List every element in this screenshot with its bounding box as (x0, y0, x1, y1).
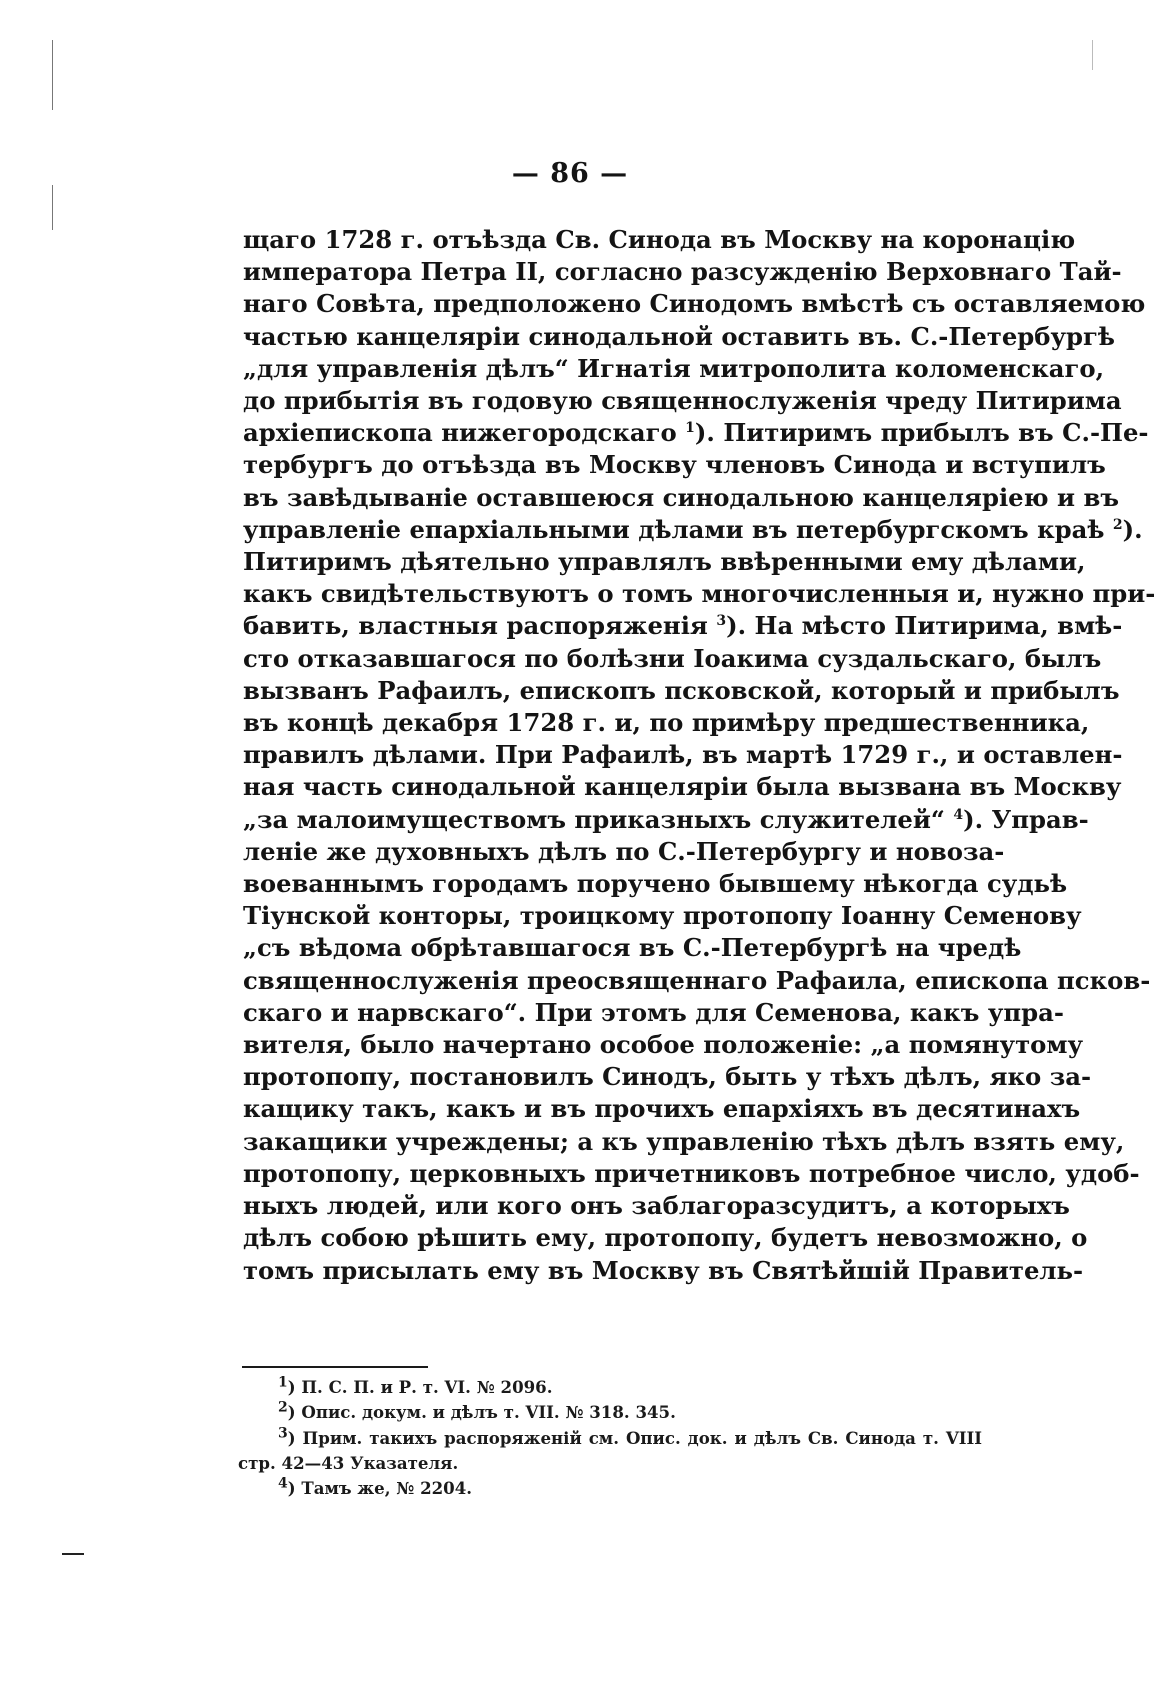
main-text (243, 224, 1155, 1287)
footnote (238, 1426, 982, 1451)
text-line: Тіунской конторы, троицкому протопопу Іоанну Семенову (243, 901, 1082, 931)
text-line: щаго 1728 г. отъѣзда Св. Синода въ Москву на коронацію (243, 225, 1076, 254)
scan-margin-mark (52, 40, 53, 110)
footnote-text: ) Прим. такихъ распоряженій см. Опис. док. и дѣлъ Св. Синода т. VIII (287, 1427, 982, 1448)
footnote-continuation (238, 1451, 982, 1476)
footnote-mark: 1 (278, 1374, 288, 1391)
text-line: томъ присылать ему въ Москву въ Святѣйшій Правитель- (243, 1255, 1084, 1285)
text-line: въ завѣдываніе оставшеюся синодальною канцеляріею и въ (243, 482, 1120, 512)
page-number: — 86 — (511, 158, 629, 189)
text-line (243, 417, 1149, 449)
text-line: ная часть синодальной канцеляріи была вызвана въ Москву (243, 772, 1122, 802)
scan-margin-mark (62, 1553, 84, 1555)
text-line: въ концѣ декабря 1728 г. и, по примѣру предшественника, (243, 708, 1090, 738)
text-line: дѣлъ собою рѣшить ему, протопопу, будетъ невозможно, о (243, 1223, 1088, 1253)
text-line: частью канцеляріи синодальной оставить въ. С.-Петербургѣ (243, 321, 1115, 351)
text-line: воеваннымъ городамъ поручено бывшему нѣкогда судьѣ (243, 869, 1068, 899)
footnote-mark: 4 (278, 1475, 288, 1492)
text-line: какъ свидѣтельствуютъ о томъ многочисленныя и, нужно при- (243, 579, 1155, 609)
text-line (243, 804, 1089, 836)
text-line: кащику такъ, какъ и въ прочихъ епархіяхъ въ десятинахъ (243, 1094, 1081, 1124)
text-line: священнослуженія преосвященнаго Рафаила, епископа псков- (243, 965, 1151, 995)
text-line (243, 610, 1123, 642)
text-fragment: бавить, властныя распоряженія (243, 611, 717, 641)
text-fragment: ). Управ- (963, 804, 1089, 834)
footnote-ref: 1 (685, 420, 695, 437)
text-line: до прибытія въ годовую священнослуженія чреду Питирима (243, 386, 1122, 416)
text-line: протопопу, постановилъ Синодъ, быть у тѣхъ дѣлъ, яко за- (243, 1062, 1092, 1092)
footnote-mark: 2 (278, 1399, 288, 1416)
text-line: наго Совѣта, предположено Синодомъ вмѣстѣ съ оставляемою (243, 289, 1146, 319)
text-line: „съ вѣдома обрѣтавшагося въ С.-Петербургѣ на чредѣ (243, 933, 1022, 963)
text-fragment: ). На мѣсто Питирима, вмѣ- (726, 611, 1123, 641)
text-line: Питиримъ дѣятельно управлялъ ввѣренными ему дѣлами, (243, 547, 1086, 577)
text-line: тербургъ до отъѣзда въ Москву членовъ Синода и вступилъ (243, 450, 1106, 480)
text-line: вителя, было начертано особое положеніе: „а помянутому (243, 1030, 1084, 1060)
text-fragment: ). Питиримъ прибылъ въ С.-Пе- (694, 418, 1149, 448)
text-line: правилъ дѣлами. При Рафаилѣ, въ мартѣ 1729 г., и оставлен- (243, 740, 1123, 770)
footnote (238, 1476, 982, 1501)
text-fragment: „за малоимуществомъ приказныхъ служителей“ (243, 804, 954, 834)
footnotes (238, 1375, 982, 1501)
text-line: ныхъ людей, или кого онъ заблагоразсудитъ, а которыхъ (243, 1191, 1070, 1221)
text-line: скаго и нарвскаго“. При этомъ для Семенова, какъ упра- (243, 997, 1064, 1027)
scan-margin-mark (1092, 40, 1093, 70)
footnote-text: ) Опис. докум. и дѣлъ т. VII. № 318. 345. (287, 1402, 676, 1423)
footnote-mark: 3 (278, 1425, 288, 1442)
text-line: закащики учреждены; а къ управленію тѣхъ дѣлъ взять ему, (243, 1126, 1125, 1156)
footnote-ref: 2 (1112, 516, 1123, 533)
footnote (238, 1400, 982, 1425)
text-line: леніе же духовныхъ дѣлъ по С.-Петербургу и новоза- (243, 836, 1005, 866)
footnote-ref: 3 (716, 613, 727, 630)
text-line: императора Петра II, согласно разсужденію Верховнаго Тай- (243, 257, 1122, 287)
footnote-separator (242, 1366, 428, 1368)
text-line: сто отказавшагося по болѣзни Іоакима суздальскаго, былъ (243, 643, 1102, 673)
text-line: протопопу, церковныхъ причетниковъ потребное число, удоб- (243, 1158, 1140, 1188)
footnote-ref: 4 (953, 806, 964, 823)
footnote (238, 1375, 982, 1400)
footnote-text: ) П. С. П. и Р. т. VI. № 2096. (287, 1377, 553, 1397)
text-line: вызванъ Рафаилъ, епископъ псковской, который и прибылъ (243, 675, 1120, 705)
text-fragment: архіепископа нижегородскаго (243, 418, 686, 448)
text-line (243, 514, 1143, 546)
text-fragment: ). (1122, 514, 1143, 544)
footnote-text: ) Тамъ же, № 2204. (287, 1478, 473, 1499)
scan-margin-mark (52, 185, 53, 230)
text-fragment: управленіе епархіальными дѣлами въ петербургскомъ краѣ (243, 514, 1113, 544)
text-line: „для управленія дѣлъ“ Игнатія митрополита коломенскаго, (243, 353, 1105, 383)
footnote-text: стр. 42—43 Указателя. (238, 1452, 459, 1473)
